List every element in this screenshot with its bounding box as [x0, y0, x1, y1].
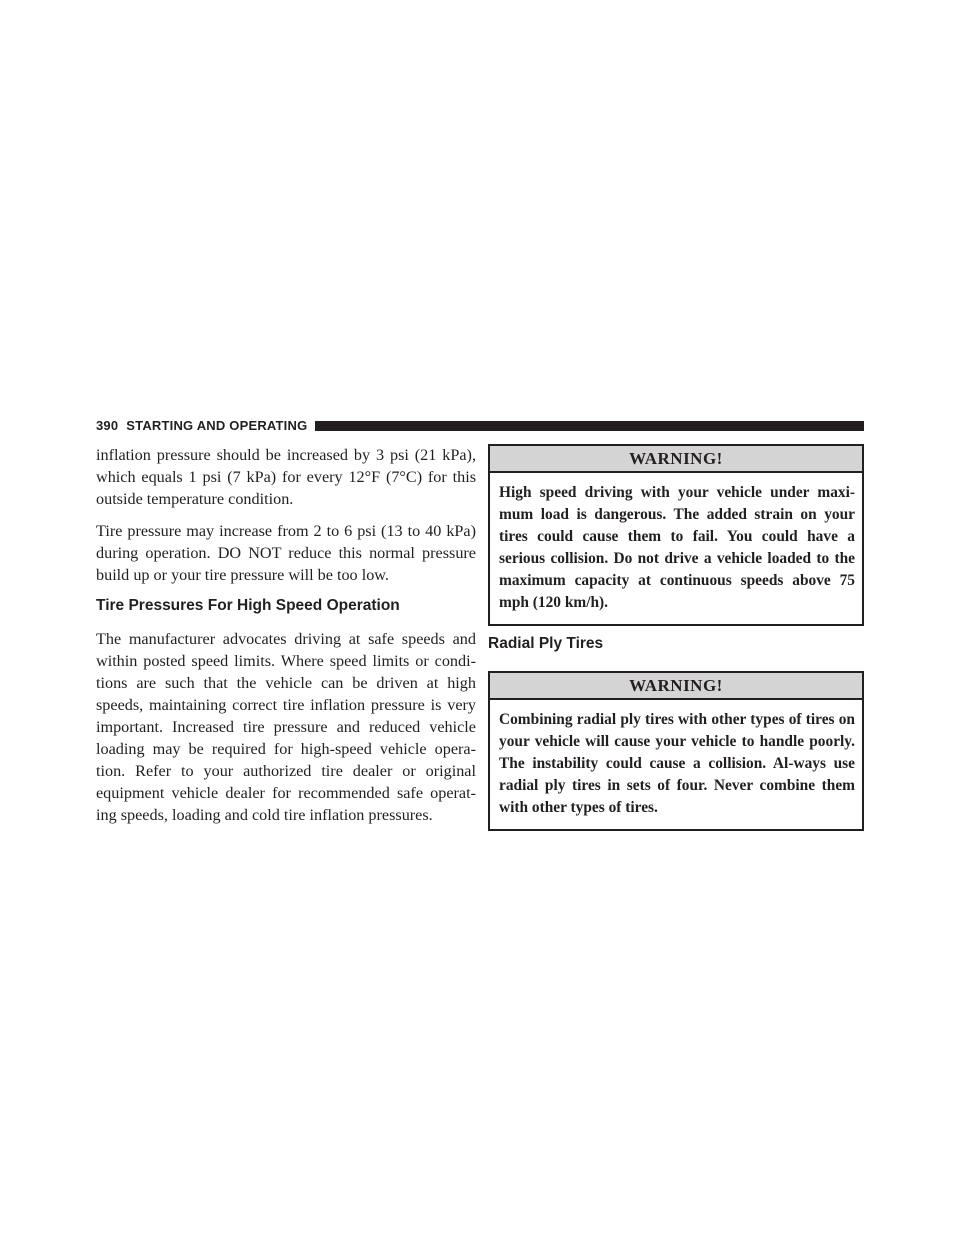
section-title: STARTING AND OPERATING: [126, 418, 308, 433]
left-column: [96, 444, 476, 836]
page-number: 390: [96, 418, 119, 433]
paragraph-high-speed: The manufacturer advocates driving at safe speeds and within posted speed limits. Where speed limits or condi-tions are such that the vehicle can be driven at high speeds, maintaining correct tire inflation pressure is very important. Increased tire pressure and reduced vehicle loading may be required for high-speed vehicle opera-tion. Refer to your authorized tire dealer or original equipment vehicle dealer for recommended safe operat-ing speeds, loading and cold tire inflation pressures.: [96, 630, 476, 824]
warning-body: High speed driving with your vehicle under maxi-mum load is dangerous. The added strain on your tires could cause them to fail. You could have a serious collision. Do not drive a vehicle loaded to the maximum capacity at continuous speeds above 75 mph (120 km/h).: [499, 484, 855, 611]
heading-high-speed: Tire Pressures For High Speed Operation: [96, 597, 400, 614]
warning-box-radial-ply: [488, 671, 864, 831]
warning-body: Combining radial ply tires with other types of tires on your vehicle will cause your vehicle to handle poorly. The instability could cause a collision. Al-ways use radial ply tires in sets of four. Never combine them with other types of tires.: [499, 711, 855, 816]
header-rule: [315, 421, 864, 431]
warning-title: WARNING!: [490, 446, 862, 473]
page-header: [96, 417, 864, 435]
heading-radial-ply: Radial Ply Tires: [488, 635, 604, 652]
right-column: [488, 444, 864, 831]
paragraph-inflation: inflation pressure should be increased by 3 psi (21 kPa), which equals 1 psi (7 kPa) for every 12°F (7°C) for this outside temperature condition.: [96, 446, 476, 508]
paragraph-pressure-increase: Tire pressure may increase from 2 to 6 psi (13 to 40 kPa) during operation. DO NOT reduce this normal pressure build up or your tire pressure will be too low.: [96, 522, 476, 584]
warning-title: WARNING!: [490, 673, 862, 700]
warning-box-high-speed: [488, 444, 864, 626]
